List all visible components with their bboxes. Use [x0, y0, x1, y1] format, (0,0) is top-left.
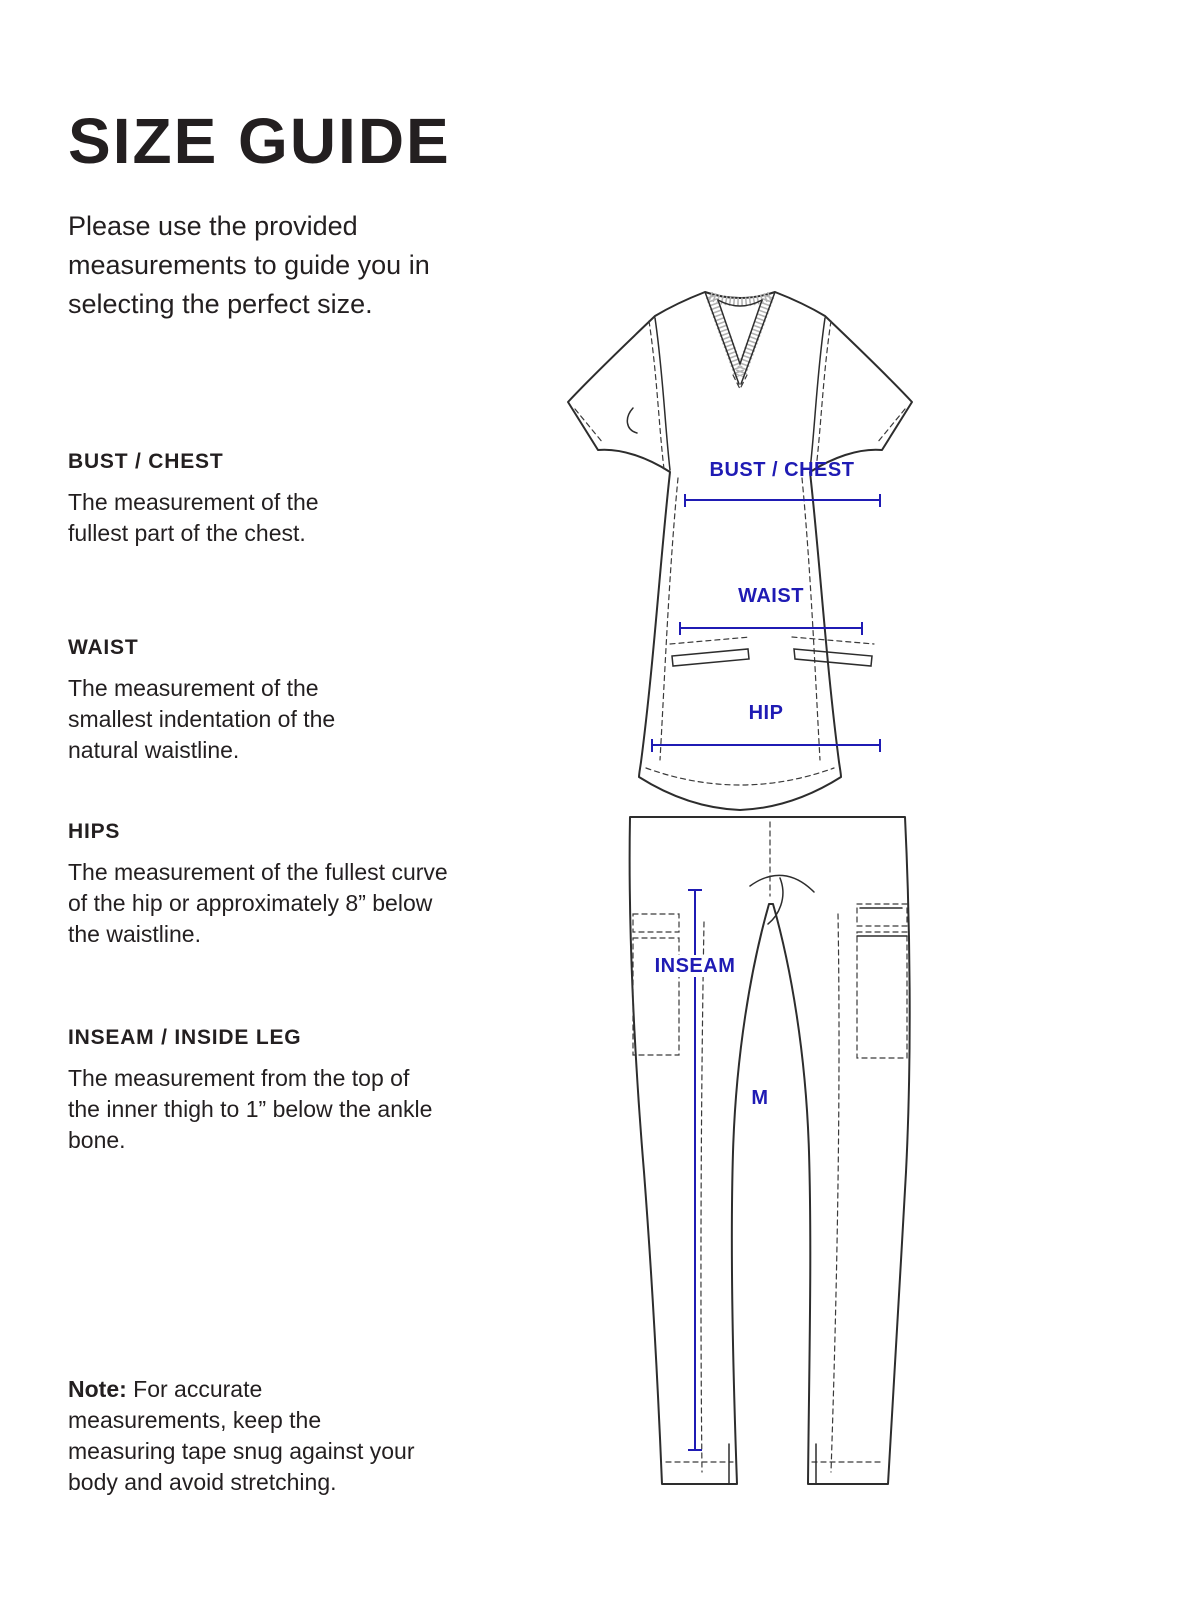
- hip-measure-label: HIP: [748, 702, 784, 724]
- section-bust-chest: [68, 450, 368, 549]
- section-inseam: [68, 1026, 438, 1156]
- section-inseam-body: The measurement from the top of the inner thigh to 1” below the ankle bone.: [68, 1065, 433, 1154]
- size-marker-label: M: [751, 1087, 769, 1109]
- waist-measure-label: WAIST: [738, 585, 804, 607]
- bust-measure-label: BUST / CHEST: [709, 459, 855, 481]
- inseam-measure-label-text: INSEAM: [650, 955, 741, 977]
- section-hips-title: HIPS: [68, 820, 121, 843]
- note-text: [68, 1374, 423, 1498]
- garment-measurement-diagram: [520, 272, 1000, 1532]
- section-bust-chest-title: BUST / CHEST: [68, 450, 224, 473]
- note-label: Note:: [68, 1376, 127, 1402]
- section-waist-body: The measurement of the smallest indentation of the natural waistline.: [68, 675, 336, 764]
- section-hips: [68, 820, 458, 950]
- page-title: SIZE GUIDE: [68, 104, 451, 177]
- top-sketch: [568, 292, 912, 810]
- intro-text: Please use the provided measurements to guide you in selecting the perfect size.: [68, 211, 430, 320]
- note-body: For accurate measurements, keep the measuring tape snug against your body and avoid stretching.: [68, 1376, 415, 1496]
- section-inseam-title: INSEAM / INSIDE LEG: [68, 1026, 302, 1049]
- section-hips-body: The measurement of the fullest curve of the hip or approximately 8” below the waistline.: [68, 859, 448, 948]
- inseam-measure-label: [625, 956, 765, 976]
- section-waist-title: WAIST: [68, 636, 139, 659]
- section-bust-chest-body: The measurement of the fullest part of the chest.: [68, 489, 319, 547]
- section-waist: [68, 636, 388, 766]
- pants-sketch: [630, 817, 910, 1484]
